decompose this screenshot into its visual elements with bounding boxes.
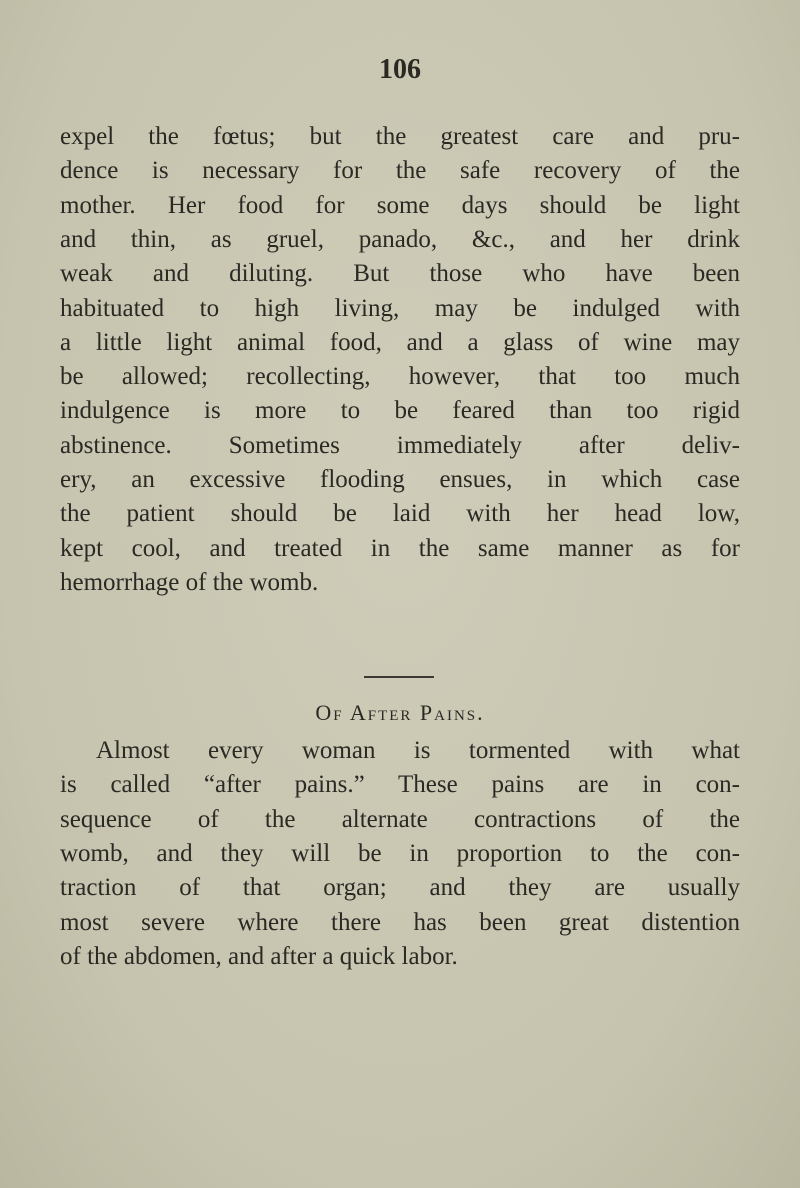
- text-line: habituated to high living, may be indulged with: [60, 294, 740, 322]
- text-line: ery, an excessive flooding ensues, in which case: [60, 466, 740, 493]
- page-number: 106: [379, 54, 421, 85]
- text-line: Almost every woman is tormented with what: [96, 737, 740, 764]
- text-line: dence is necessary for the safe recovery of the: [60, 157, 740, 185]
- text-line: mother. Her food for some days should be light: [60, 191, 740, 219]
- text-line: weak and diluting. But those who have been: [60, 260, 740, 288]
- text-line: and thin, as gruel, panado, &c., and her drink: [60, 225, 740, 253]
- text-line: abstinence. Sometimes immediately after deliv-: [60, 431, 740, 459]
- text-line: indulgence is more to be feared than too rigid: [60, 397, 740, 425]
- text-line: be allowed; recollecting, however, that too much: [60, 363, 740, 391]
- text-line: hemorrhage of the womb.: [60, 568, 319, 596]
- text-line: is called “after pains.” These pains are in con-: [60, 771, 740, 799]
- text-line: most severe where there has been great distention: [60, 908, 740, 936]
- text-line: of the abdomen, and after a quick labor.: [60, 942, 458, 970]
- text-line: expel the fœtus; but the greatest care and pru-: [60, 123, 740, 150]
- text-line: sequence of the alternate contractions of the: [60, 805, 740, 833]
- text-line: the patient should be laid with her head low,: [60, 500, 740, 528]
- section-divider: [364, 676, 434, 678]
- text-line: traction of that organ; and they are usually: [60, 874, 740, 902]
- text-line: womb, and they will be in proportion to the con-: [60, 839, 740, 867]
- text-line: kept cool, and treated in the same manner as for: [60, 534, 740, 562]
- section-heading: Of After Pains.: [315, 700, 485, 725]
- text-line: a little light animal food, and a glass of wine may: [60, 328, 740, 356]
